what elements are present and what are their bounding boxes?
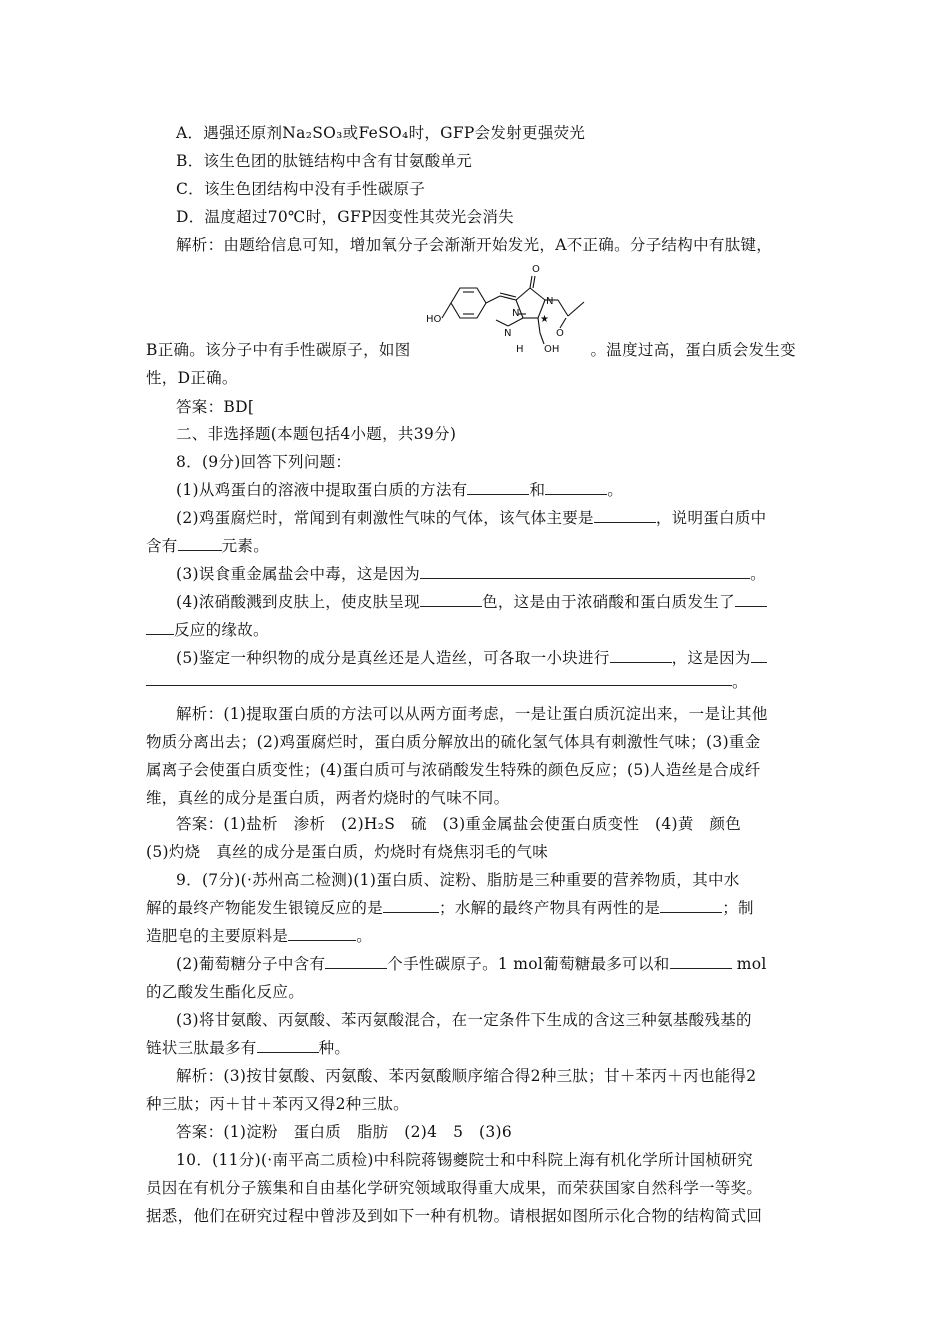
answer-line (146, 685, 732, 686)
q8-part5-end: 。 (732, 673, 748, 691)
q9-answer: 答案：(1)淀粉 蛋白质 脂肪 (2)4 5 (3)6 (176, 1123, 513, 1141)
analysis-7-line3: 性，D正确。 (146, 369, 238, 387)
q8-analysis-3: 属离子会使蛋白质变性；(4)蛋白质可与浓硝酸发生特殊的颜色反应；(5)人造丝是合成纤 (146, 761, 761, 779)
hydroxyl-label: OH (544, 344, 560, 355)
q9-line4: (2)葡萄糖分子中含有 个手性碳原子。1 mol葡萄糖最多可以和 mol (176, 955, 767, 973)
analysis-7-line2: B正确。该分子中有手性碳原子，如图 。温度过高，蛋白质会发生变 (146, 341, 796, 359)
option-a: A．遇强还原剂Na₂SO₃或FeSO₄时，GFP会发射更强荧光 (176, 124, 586, 142)
section-heading: 二、非选择题(本题包括4小题，共39分) (176, 425, 457, 443)
imine-n-label: N (512, 308, 520, 319)
amine-h-label: H (516, 344, 524, 355)
q8-stem: 8．(9分)回答下列问题： (176, 453, 352, 471)
option-d: D．温度超过70℃时，GFP因变性其荧光会消失 (176, 208, 514, 226)
acetyl-o-label: O (556, 328, 564, 339)
q10-line2: 员因在有机分子簇集和自由基化学研究领域取得重大成果，而荣获国家自然科学一等奖。 (146, 1179, 763, 1197)
q8-part4-cont: 反应的缘故。 (146, 620, 811, 640)
q8-answer-1: 答案：(1)盐析 渗析 (2)H₂S 硫 (3)重金属盐会使蛋白质变性 (4)黄 颜色 (176, 815, 742, 833)
q8-part3: (3)误食重金属盐会中毒，这是因为 。 (176, 565, 766, 583)
answer-7: 答案：BD[ (176, 398, 255, 416)
option-b: B．该生色团的肽链结构中含有甘氨酸单元 (176, 152, 473, 170)
q8-part4: (4)浓硝酸溅到皮肤上，使皮肤呈现 色，这是由于浓硝酸和蛋白质发生了 (176, 592, 841, 612)
carbonyl-o-label: O (532, 264, 540, 275)
q8-analysis-4: 维，真丝的成分是蛋白质，两者灼烧时的气味不同。 (146, 789, 510, 807)
q9-line6: (3)将甘氨酸、丙氨酸、苯丙氨酸混合，在一定条件下生成的含这三种氨基酸残基的 (176, 1011, 752, 1029)
q10-line1: 10．(11分)(·南平高二质检)中科院蒋锡夔院士和中科院上海有机化学所计国桢研究 (176, 1151, 753, 1169)
q9-analysis-1: 解析：(3)按甘氨酸、丙氨酸、苯丙氨酸顺序缩合得2种三肽；甘＋苯丙＋丙也能得2 (176, 1067, 757, 1085)
q8-part2: (2)鸡蛋腐烂时，常闻到有刺激性气味的气体，该气体主要是 ，说明蛋白质中 (176, 509, 767, 527)
q8-analysis-1: 解析：(1)提取蛋白质的方法可以从两方面考虑，一是让蛋白质沉淀出来，一是让其他 (176, 705, 768, 723)
ring-n-label: N (546, 296, 554, 307)
q9-line5: 的乙酸发生酯化反应。 (146, 983, 305, 1001)
chiral-star: ★ (540, 314, 549, 325)
q8-part1: (1)从鸡蛋白的溶液中提取蛋白质的方法有 和 。 (176, 481, 624, 499)
q10-line3: 据悉，他们在研究过程中曾涉及到如下一种有机物。请根据如图所示化合物的结构简式回 (146, 1207, 763, 1225)
q8-answer-2: (5)灼烧 真丝的成分是蛋白质，灼烧时有烧焦羽毛的气味 (146, 843, 549, 861)
amine-n-label: N (504, 328, 512, 339)
analysis-7-line1: 解析：由题给信息可知，增加氧分子会渐渐开始发光，A不正确。分子结构中有肽键， (176, 236, 773, 254)
q9-line3: 造肥皂的主要原料是 。 (146, 927, 373, 945)
q8-part2-cont: 含有 元素。 (146, 537, 270, 555)
q8-part5: (5)鉴定一种织物的成分是真丝还是人造丝，可各取一小块进行 ，这是因为 (176, 648, 841, 668)
q8-analysis-2: 物质分离出去；(2)鸡蛋腐烂时，蛋白质分解放出的硫化氢气体具有刺激性气味；(3)重金 (146, 733, 761, 751)
ho-label: HO (426, 314, 442, 325)
q9-line2: 解的最终产物能发生银镜反应的是 ；水解的最终产物具有两性的是 ；制 (146, 899, 754, 917)
q9-line1: 9．(7分)(·苏州高二检测)(1)蛋白质、淀粉、脂肪是三种重要的营养物质，其中水 (176, 871, 740, 889)
q9-line7: 链状三肽最多有 种。 (146, 1039, 351, 1057)
option-c: C．该生色团结构中没有手性碳原子 (176, 180, 426, 198)
q9-analysis-2: 种三肽；丙＋甘＋苯丙又得2种三肽。 (146, 1095, 409, 1113)
